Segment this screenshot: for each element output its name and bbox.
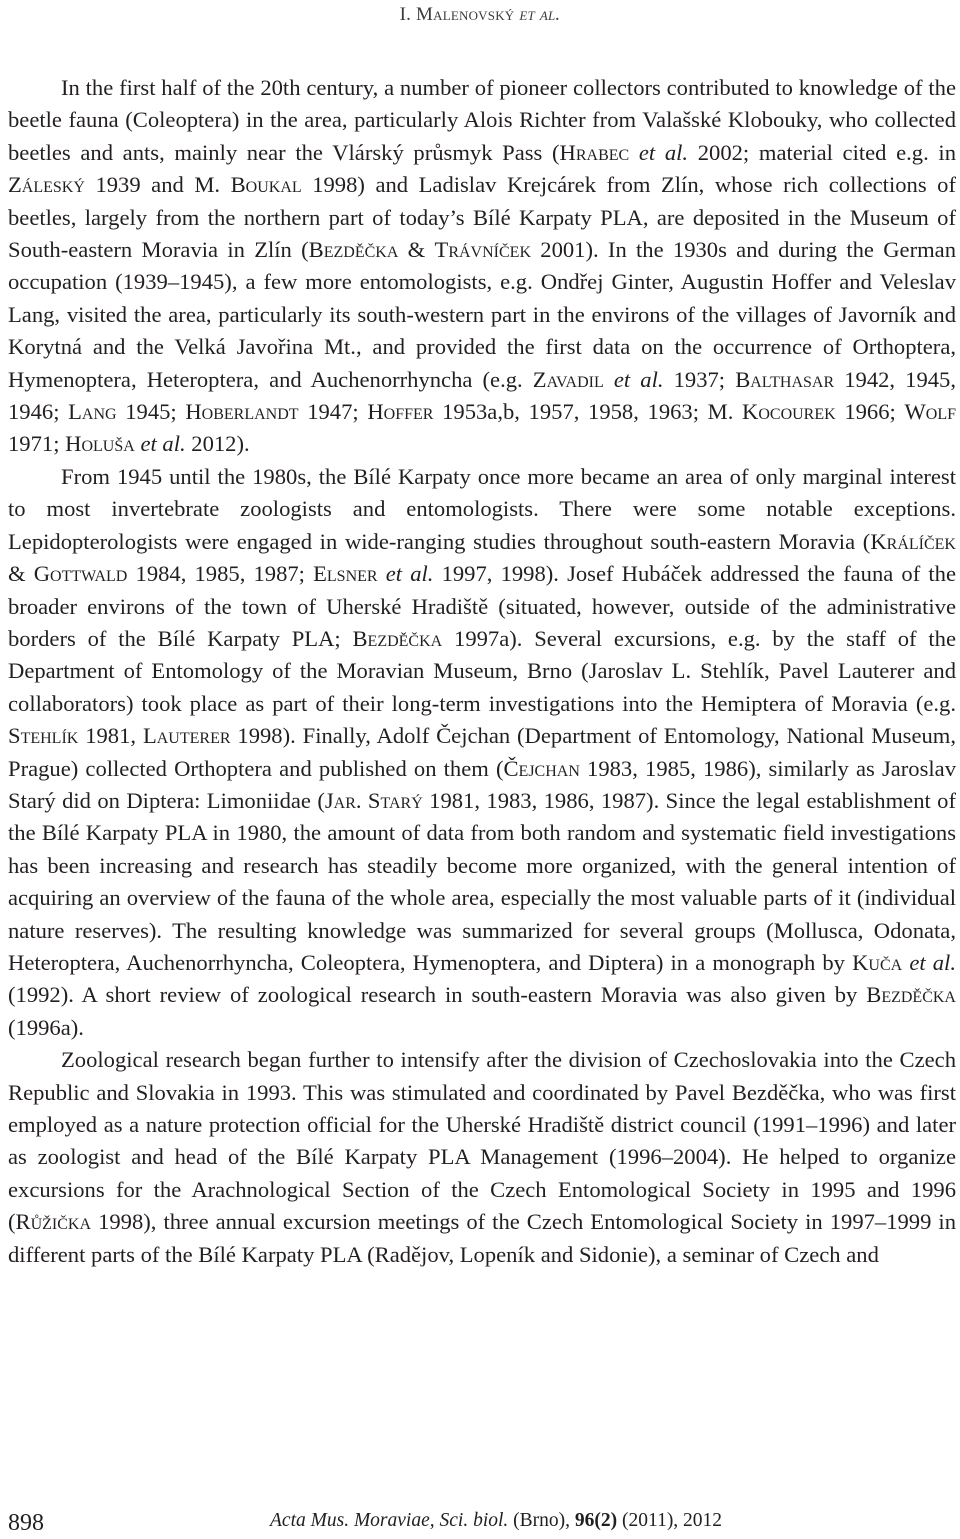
author-citation: Holuša xyxy=(65,431,135,457)
et-al-text: et al. xyxy=(385,561,434,587)
text-run: 1939 and M. xyxy=(84,172,231,198)
running-header xyxy=(0,4,960,26)
author-citation: Boukal xyxy=(230,172,302,198)
text-run: 2012). xyxy=(185,431,250,457)
journal-year: (2011), 2012 xyxy=(617,1510,723,1531)
text-run: 2002; material cited e.g. in xyxy=(688,139,956,165)
header-et-al: et al. xyxy=(519,4,561,25)
header-initial: I. xyxy=(399,4,412,25)
text-run: (1992). A short review of zoological research in south-eastern Moravia was also given by xyxy=(8,982,867,1008)
author-citation: Záleský xyxy=(8,172,85,198)
header-author: Malenovský xyxy=(416,4,515,25)
author-citation: Bezděčka xyxy=(308,237,399,263)
text-run: 1984, 1985, 1987; xyxy=(127,561,314,587)
journal-name: Acta Mus. Moraviae, Sci. biol. xyxy=(270,1510,509,1531)
text-run: 1998) and Ladislav Krejcárek from Zlín, whose rich collections of beetles, largely from the northern part of today’s Bílé Karpaty PLA, are deposited in the Museum of South-eastern Moravia in Zlín ( xyxy=(8,172,956,263)
text-run: 1945; xyxy=(116,399,186,425)
author-citation: Trávníček xyxy=(434,237,531,263)
text-run: 1997, 1998). Josef Hubáček addressed the fauna of the broader environs of the town of Uherské Hradiště (situated, however, outside of the administrative borders of the Bílé Karpaty PLA; xyxy=(8,561,956,651)
author-citation: Bezděčka xyxy=(352,625,443,651)
author-citation: Králíček xyxy=(870,528,956,554)
text-run: 1997a). Several excursions, e.g. by the staff of the Department of Entomology of the Moravian Museum, Brno (Jaroslav L. Stehlík, Pavel Lauterer and collaborators) took place as part of their long-term investigations into the Hemiptera of Moravia (e.g. xyxy=(8,625,956,716)
text-run: 1937; xyxy=(663,366,736,392)
text-run: In the first half of the 20th century, a number of pioneer collectors contributed to knowledge of the beetle fauna (Coleoptera) in the area, particularly Alois Richter from Valašské Klobouky, who collected beetles and ants, mainly near the Vlárský průsmyk Pass ( xyxy=(8,75,956,165)
et-al-text: et al. xyxy=(613,366,664,392)
text-run: 1983, 1985, 1986), similarly as Jaroslav Starý did on Diptera: Limoniidae ( xyxy=(8,755,956,813)
author-citation: Kuča xyxy=(852,949,903,975)
text-run: 1953a,b, 1957, 1958, 1963; M. xyxy=(433,399,743,425)
author-citation: Hrabec xyxy=(559,139,630,165)
author-citation: Bezděčka xyxy=(866,982,956,1008)
author-citation: Balthasar xyxy=(735,366,835,392)
text-run xyxy=(378,561,386,586)
text-run: From 1945 until the 1980s, the Bílé Karpaty once more became an area of only marginal interest to most invertebrate zoologists and entomologists. There were some notable exceptions. Lepidopterologists were engaged in wide-ranging studies throughout south-eastern Moravia ( xyxy=(8,463,956,554)
author-citation: Růžička xyxy=(15,1209,92,1235)
text-run: 1947; xyxy=(298,399,368,425)
author-citation: Hoberlandt xyxy=(185,399,299,425)
et-al-text: et al. xyxy=(638,139,689,165)
paragraph-2 xyxy=(8,461,956,1044)
paragraph-1 xyxy=(8,72,956,461)
text-run: (1996a). xyxy=(8,1014,84,1040)
paragraph-3 xyxy=(8,1044,956,1271)
author-citation: Elsner xyxy=(313,561,378,587)
text-run xyxy=(629,140,639,165)
author-citation: Lang xyxy=(68,399,117,425)
author-citation: Hoffer xyxy=(367,399,434,425)
author-citation: Zavadil xyxy=(532,366,604,392)
author-citation: Stehlík xyxy=(8,723,79,749)
text-run: 1966; xyxy=(835,399,905,425)
author-citation: Kocourek xyxy=(742,399,836,425)
text-run: Zoological research began further to intensify after the division of Czechoslovakia into the Czech Republic and Slovakia in 1993. This was stimulated and coordinated by Pavel Bezděčka, who was first employed as a nature protection official for the Uherské Hradiště district council (1991–1996) and later as zoologist and head of the Bílé Karpaty PLA Management (1996–2004). He helped to organize excursions for the Arachnological Section of the Czech Entomological Society in 1995 and 1996 ( xyxy=(8,1047,956,1235)
text-run: & xyxy=(398,237,435,263)
journal-volume: 96 xyxy=(574,1510,595,1531)
body-text xyxy=(8,72,956,1271)
journal-citation xyxy=(270,1510,722,1532)
author-citation: Čejchan xyxy=(503,755,580,781)
text-run: 1998), three annual excursion meetings of the Czech Entomological Society in 1997–1999 in different parts of the Bílé Karpaty PLA (Radějov, Lopeník and Sidonie), a seminar of Czech and xyxy=(8,1209,956,1267)
page-footer xyxy=(0,1508,960,1536)
journal-issue: (2) xyxy=(594,1510,618,1531)
text-run xyxy=(604,367,614,392)
author-citation: Wolf xyxy=(904,399,957,425)
text-run: & xyxy=(8,561,34,587)
text-run: 1942, 1945, 1946; xyxy=(8,366,956,425)
text-run: 2001). In the 1930s and during the German occupation (1939–1945), a few more entomologists, e.g. Ondřej Ginter, Augustin Hoffer and Veleslav Lang, visited the area, particularly its south-western part in the environs of the villages of Javorník and Korytná and the Velká Javořina Mt., and provided the first data on the occurrence of Orthoptera, Hymenoptera, Heteroptera, and Auchenorrhyncha (e.g. xyxy=(8,237,956,392)
et-al-text: et al. xyxy=(140,431,186,457)
page-number: 898 xyxy=(8,1510,44,1536)
author-citation: Jar. Starý xyxy=(324,787,423,813)
text-run: 1981, xyxy=(78,723,143,749)
et-al-text: et al. xyxy=(909,949,956,975)
text-run: 1971; xyxy=(8,431,66,457)
author-citation: Gottwald xyxy=(33,561,128,587)
text-run: 1981, 1983, 1986, 1987). Since the legal establishment of the Bílé Karpaty PLA in 1980, the amount of data from both random and systematic field investigations has been increasing and research has steadily become more organized, with the general intention of acquiring an overview of the fauna of the whole area, especially the most valuable parts of it (individual nature reserves). The resulting knowledge was summarized for several groups (Mollusca, Odonata, Heteroptera, Auchenorrhyncha, Coleoptera, Hymenoptera, and Diptera) in a monograph by xyxy=(8,787,956,975)
text-run: 1998). Finally, Adolf Čejchan (Department of Entomology, National Museum, Prague) collected Orthoptera and published on them ( xyxy=(8,723,956,781)
journal-place: (Brno), xyxy=(508,1510,575,1531)
author-citation: Lauterer xyxy=(142,723,231,749)
